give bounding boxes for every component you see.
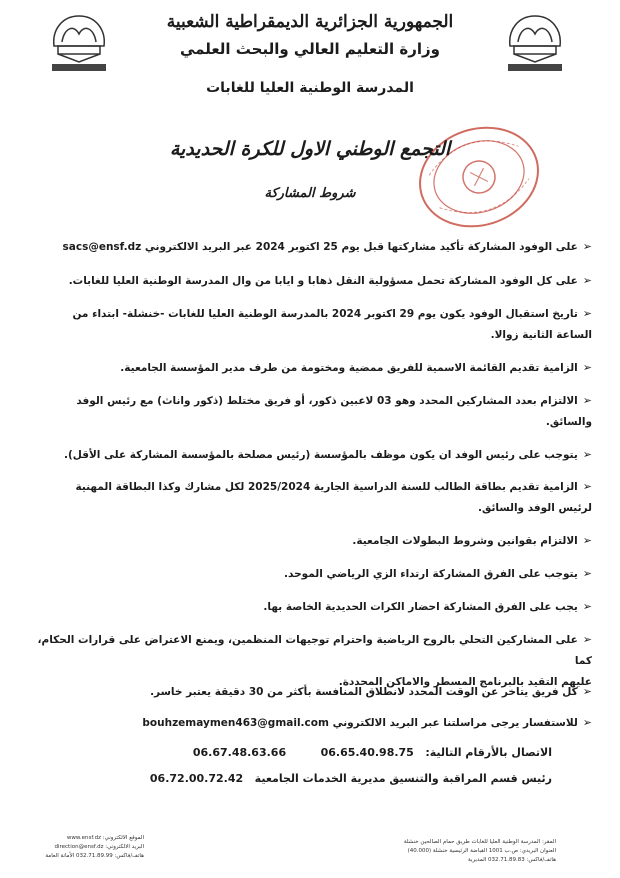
condition-item-5	[27, 390, 592, 433]
arrow-bullet-icon: ➢	[582, 716, 592, 729]
condition-text: على الوفود المشاركة تأكيد مشاركتها قبل يوم 25 اكتوبر 2024 عبر البريد الالكتروني sacs@ensf.dz	[62, 241, 578, 253]
condition-text: للاستفسار يرجى مراسلتنا عبر البريد الالكتروني bouhzemaymen463@gmail.com	[142, 717, 578, 729]
condition-item-10	[27, 596, 592, 618]
header-ministry: وزارة التعليم العالي والبحث العلمي	[179, 40, 441, 58]
phone-number-2: 06.67.48.63.66	[192, 746, 287, 759]
footer-address	[336, 838, 556, 865]
contact-head-line	[150, 772, 552, 785]
condition-text: الالتزام بقوانين وشروط البطولات الجامعية.	[352, 535, 578, 547]
condition-text-continued: والسائق.	[545, 416, 592, 428]
condition-item-12	[27, 681, 592, 703]
condition-item-9	[27, 563, 592, 585]
contact-head: رئيس قسم المراقبة والتنسيق مديرية الخدمات الجامعية	[254, 772, 552, 785]
condition-text: الالتزام بعدد المشاركين المحدد وهو 03 لاعبين ذكور، أو فريق مختلط (ذكور واناث) مع رئيس الوفد	[76, 395, 578, 407]
arrow-bullet-icon: ➢	[582, 600, 592, 613]
condition-text: يتوجب على الفرق المشاركة ارتداء الزي الرياضي الموحد.	[284, 568, 578, 580]
arrow-bullet-icon: ➢	[582, 307, 592, 320]
footer-contact	[34, 834, 144, 861]
footer-address-line: المقر: المدرسة الوطنية العليا للغابات طريق حمام الصالحين خنشلة	[403, 839, 556, 845]
arrow-bullet-icon: ➢	[582, 480, 592, 493]
condition-item-1	[27, 236, 592, 258]
condition-text: يجب على الفرق المشاركة احضار الكرات الحديدية الخاصة بها.	[263, 601, 578, 613]
footer-address-line: هاتف/فاكس: 032.71.89.83 المديرية	[467, 857, 556, 863]
header-school: المدرسة الوطنية العليا للغابات	[206, 80, 414, 96]
contact-line	[193, 746, 552, 759]
document-subtitle: شروط المشاركة	[264, 186, 356, 201]
condition-item-2	[27, 270, 592, 292]
arrow-bullet-icon: ➢	[582, 685, 592, 698]
condition-text: على المشاركين التحلي بالروح الرياضية واحترام توجيهات المنظمين، ويمنع الاعتراض على قرارات الحكام، كما	[37, 634, 592, 667]
condition-item-8	[27, 530, 592, 552]
condition-text: الزامية تقديم القائمة الاسمية للفريق ممضية ومختومة من طرف مدير المؤسسة الجامعية.	[120, 362, 578, 374]
arrow-bullet-icon: ➢	[582, 240, 592, 253]
arrow-bullet-icon: ➢	[582, 361, 592, 374]
condition-text: تاريخ استقبال الوفود يكون يوم 29 اكتوبر 2024 بالمدرسة الوطنية العليا للغابات -خنشلة- ابتداء من	[72, 308, 578, 320]
arrow-bullet-icon: ➢	[582, 394, 592, 407]
condition-text: الزامية تقديم بطاقة الطالب للسنة الدراسية الجارية 2025/2024 لكل مشارك وكذا البطاقة المهنية	[75, 481, 578, 493]
footer-phone: هاتف/فاكس: 032.71.89.99 الأمانة العامة	[45, 853, 144, 859]
phone-number-1: 06.65.40.98.75	[320, 746, 414, 759]
contact-label: الاتصال بالأرقام التالية:	[425, 746, 552, 759]
footer-address-line: العنوان البريدي: ص.ب 1001 القباضة الرئيسية خنشلة (40.000)	[407, 848, 556, 854]
condition-item-6	[27, 444, 592, 466]
arrow-bullet-icon: ➢	[582, 274, 592, 287]
document-title: التجمع الوطني الاول للكرة الحديدية	[169, 138, 451, 160]
condition-text-continued: الساعة الثانية زوالا.	[490, 329, 592, 341]
header-republic: الجمهورية الجزائرية الديمقراطية الشعبية	[166, 12, 454, 32]
arrow-bullet-icon: ➢	[582, 633, 592, 646]
arrow-bullet-icon: ➢	[582, 534, 592, 547]
condition-text-continued: لرئيس الوفد والسائق.	[477, 502, 592, 514]
condition-item-3	[27, 303, 592, 346]
condition-item-7	[27, 476, 592, 519]
condition-text: على كل الوفود المشاركة تحمل مسؤولية النقل ذهابا و ايابا من وال المدرسة الوطنية العليا للغابات.	[68, 275, 578, 287]
footer-website: الموقع الالكتروني: www.ensf.dz	[66, 835, 144, 841]
condition-text: كل فريق يتاخر عن الوقت المحدد لانطلاق المنافسة بأكثر من 30 دقيقة يعتبر خاسر.	[150, 686, 578, 698]
phone-number-3: 06.72.00.72.42	[149, 772, 244, 785]
condition-item-13	[27, 712, 592, 734]
condition-item-4	[27, 357, 592, 379]
arrow-bullet-icon: ➢	[582, 448, 592, 461]
condition-text-continued: عليهم التقيد بالبرنامج المسطر والاماكن المحددة.	[338, 676, 592, 688]
condition-text: يتوجب على رئيس الوفد ان يكون موظف بالمؤسسة (رئيس مصلحة بالمؤسسة المشاركة على الأقل).	[63, 449, 578, 461]
footer-email: البريد الالكتروني: direction@ensf.dz	[54, 844, 144, 850]
arrow-bullet-icon: ➢	[582, 567, 592, 580]
